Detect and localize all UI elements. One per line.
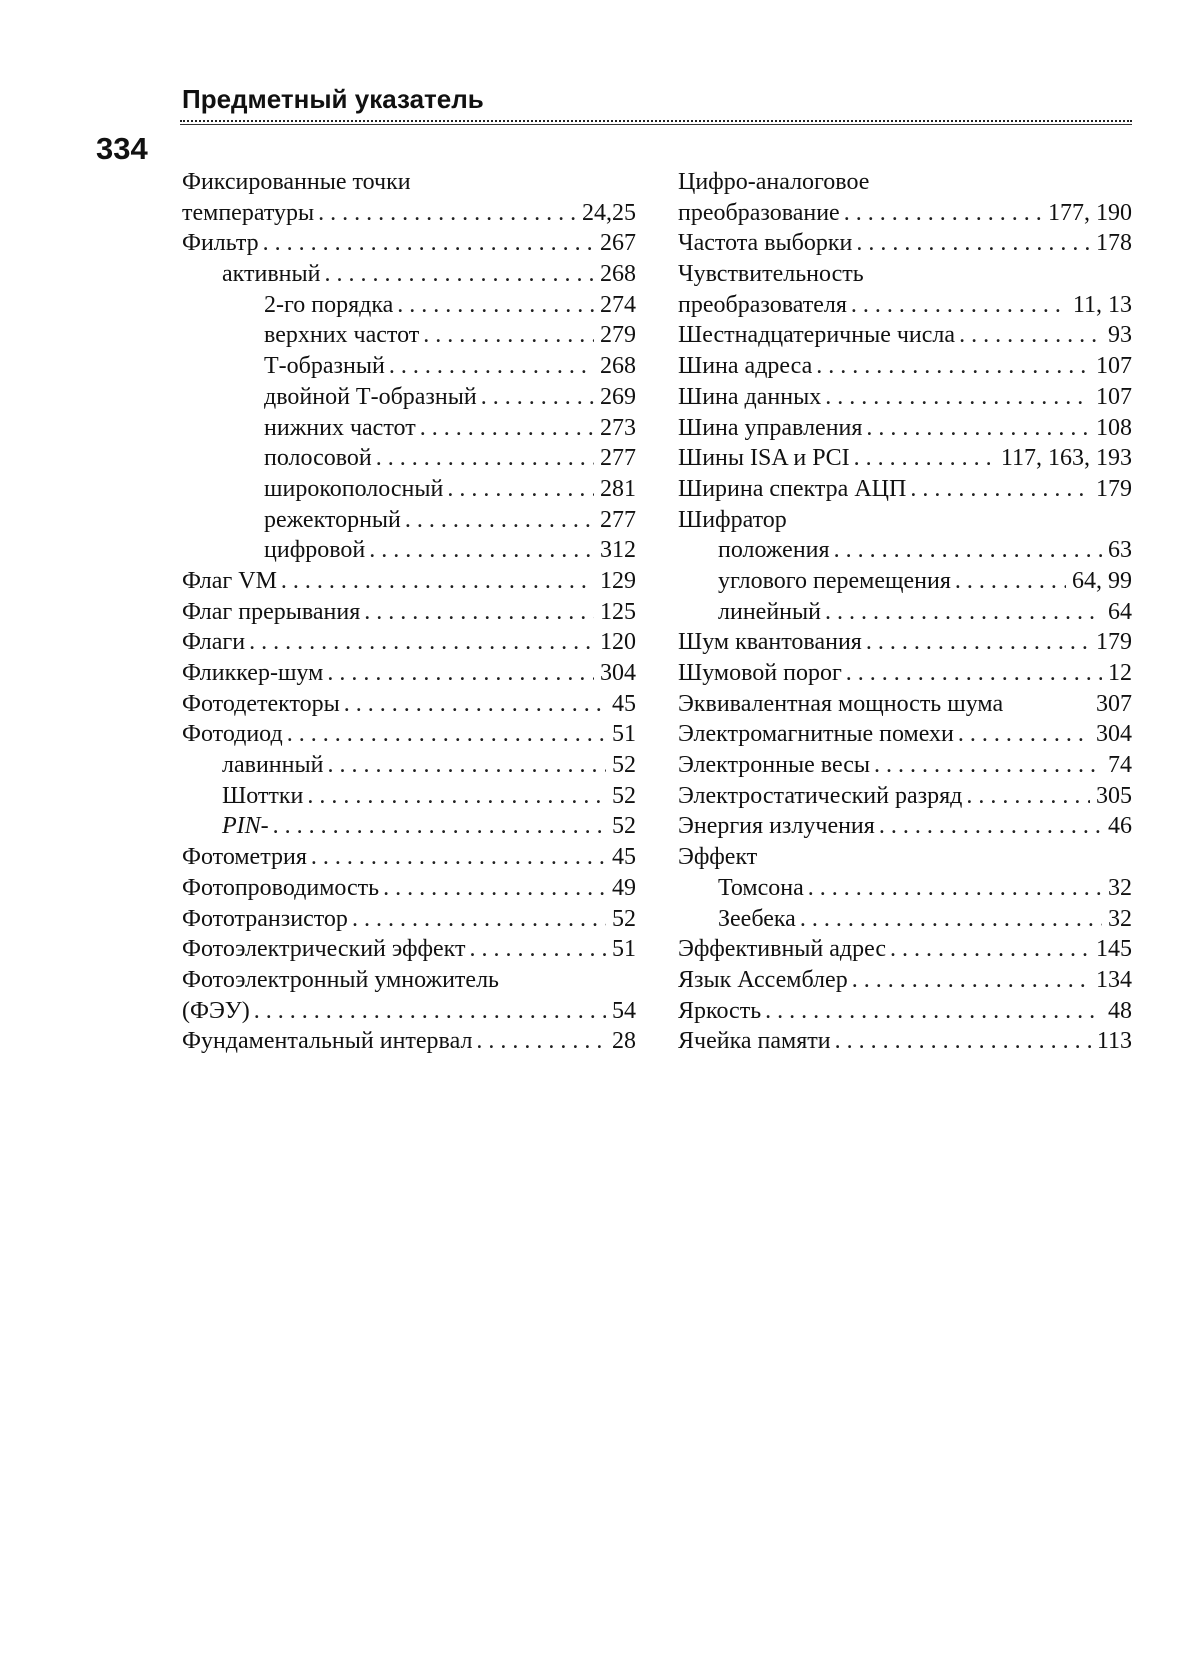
index-entry — [182, 167, 636, 198]
index-page-refs: 52 — [612, 752, 636, 779]
dot-leader — [423, 320, 594, 351]
dot-leader — [879, 811, 1102, 842]
index-page-refs: 129 — [600, 567, 636, 594]
index-term: Зеебека — [718, 905, 796, 932]
index-entry — [678, 750, 1132, 781]
dot-leader — [846, 658, 1102, 689]
index-page-refs: 113 — [1096, 1028, 1132, 1055]
index-term: линейный — [718, 598, 821, 625]
index-page-refs: 274 — [600, 291, 636, 318]
index-term: Фототранзистор — [182, 905, 348, 932]
dot-leader — [352, 904, 606, 935]
dot-leader — [856, 228, 1090, 259]
index-page-refs: 312 — [600, 537, 636, 564]
dot-leader — [281, 566, 594, 597]
index-term: температуры — [182, 199, 315, 226]
index-term: Эффективный адрес — [678, 936, 887, 963]
index-page-refs: 46 — [1108, 813, 1132, 840]
index-page-refs: 93 — [1108, 322, 1132, 349]
index-entry — [182, 750, 636, 781]
page-number: 334 — [96, 131, 148, 166]
index-page-refs: 145 — [1096, 936, 1132, 963]
dot-leader — [851, 290, 1067, 321]
index-page-refs: 268 — [600, 353, 636, 380]
index-page-refs: 179 — [1096, 475, 1132, 502]
dot-leader — [816, 351, 1090, 382]
dot-leader — [476, 1026, 606, 1057]
index-page-refs: 49 — [612, 874, 636, 901]
index-term: Чувствительность — [678, 261, 864, 288]
index-entry — [182, 259, 636, 290]
dot-leader — [966, 781, 1090, 812]
index-term: Фотоэлектронный умножитель — [182, 966, 499, 993]
index-entry — [678, 1026, 1132, 1057]
dot-leader — [825, 597, 1102, 628]
dot-leader — [307, 781, 606, 812]
dot-leader — [890, 934, 1090, 965]
index-entry — [678, 443, 1132, 474]
index-term: Т-образный — [264, 353, 385, 380]
index-term: Ячейка памяти — [678, 1028, 831, 1055]
index-entry — [678, 965, 1132, 996]
index-page-refs: 52 — [612, 905, 636, 932]
index-column-left — [182, 167, 636, 1057]
dot-leader — [327, 750, 606, 781]
index-term: Фиксированные точки — [182, 169, 411, 195]
dot-leader — [852, 965, 1090, 996]
index-term: Фотопроводимость — [182, 874, 380, 901]
index-term: Электростатический разряд — [678, 782, 963, 809]
index-page-refs: 52 — [612, 782, 636, 809]
index-entry — [678, 566, 1132, 597]
index-term: Язык Ассемблер — [678, 966, 848, 993]
index-term: Флаги — [182, 629, 246, 656]
index-page-refs: 107 — [1096, 353, 1132, 380]
index-page-refs: 32 — [1108, 874, 1132, 901]
index-term: Шум квантования — [678, 629, 862, 656]
index-page-refs: 24,25 — [582, 199, 636, 226]
index-term: Энергия излучения — [678, 813, 875, 840]
index-entry — [678, 811, 1132, 842]
dot-leader — [249, 627, 594, 658]
index-term: 2-го порядка — [264, 291, 394, 318]
index-entry — [182, 320, 636, 351]
index-page-refs: 28 — [612, 1028, 636, 1055]
index-entry — [182, 965, 636, 996]
header-solid-rule — [180, 124, 1132, 125]
index-entry — [182, 566, 636, 597]
index-page-refs: 304 — [1096, 721, 1132, 748]
dot-leader — [470, 934, 607, 965]
index-page-refs: 54 — [612, 997, 636, 1024]
dot-leader — [254, 996, 606, 1027]
index-page-refs: 32 — [1108, 905, 1132, 932]
dot-leader — [397, 290, 594, 321]
index-page-refs: 267 — [600, 230, 636, 257]
index-page-refs: 269 — [600, 383, 636, 410]
index-entry — [182, 505, 636, 536]
index-term: Шина адреса — [678, 353, 813, 380]
index-entry — [678, 627, 1132, 658]
dot-leader — [420, 413, 594, 444]
index-page-refs: 64, 99 — [1072, 567, 1132, 594]
dot-leader — [481, 382, 594, 413]
index-entry — [182, 413, 636, 444]
index-term: верхних частот — [264, 322, 420, 349]
index-entry — [678, 198, 1132, 229]
index-term: Цифро-аналоговое — [678, 169, 870, 195]
dot-leader — [866, 627, 1090, 658]
index-term: широкополосный — [264, 475, 444, 502]
index-page-refs: 117, 163, 193 — [1000, 445, 1132, 472]
dot-leader — [910, 474, 1090, 505]
dot-leader — [324, 259, 594, 290]
index-term: Частота выборки — [678, 230, 853, 257]
index-entry — [678, 382, 1132, 413]
index-page-refs: 107 — [1096, 383, 1132, 410]
index-entry — [678, 842, 1132, 873]
index-entry — [678, 228, 1132, 259]
dot-leader — [273, 811, 606, 842]
index-term: преобразование — [678, 199, 840, 226]
index-entry — [182, 351, 636, 382]
index-entry — [678, 873, 1132, 904]
index-term: Томсона — [718, 874, 804, 901]
index-term: лавинный — [222, 752, 324, 779]
index-entry — [182, 290, 636, 321]
index-entry — [678, 474, 1132, 505]
index-entry — [182, 198, 636, 229]
index-page-refs: 11, 13 — [1072, 291, 1132, 318]
index-term: PIN- — [222, 813, 269, 840]
index-entry — [678, 996, 1132, 1027]
index-page-refs: 268 — [600, 261, 636, 288]
index-page-refs: 51 — [612, 721, 636, 748]
index-term: Фундаментальный интервал — [182, 1028, 473, 1055]
index-page-refs: 45 — [612, 844, 636, 871]
dot-leader — [874, 750, 1102, 781]
dot-leader — [311, 842, 606, 873]
index-term: Ширина спектра АЦП — [678, 475, 907, 502]
index-term: Фильтр — [182, 230, 259, 257]
dot-leader — [447, 474, 594, 505]
index-entry — [182, 443, 636, 474]
index-entry — [678, 535, 1132, 566]
index-page-refs: 179 — [1096, 629, 1132, 656]
dot-leader — [800, 904, 1102, 935]
index-term: Эквивалентная мощность шума — [678, 690, 1004, 717]
index-term: Фотоэлектрический эффект — [182, 936, 466, 963]
dot-leader — [955, 566, 1066, 597]
dot-leader — [854, 443, 995, 474]
dot-leader — [287, 719, 606, 750]
index-page-refs: 178 — [1096, 230, 1132, 257]
index-term: полосовой — [264, 445, 372, 472]
index-term: Флаг VM — [182, 567, 277, 594]
index-entry — [182, 689, 636, 720]
index-page-refs: 120 — [600, 629, 636, 656]
index-entry — [678, 597, 1132, 628]
index-page-refs: 64 — [1108, 598, 1132, 625]
index-entry — [678, 259, 1132, 290]
index-term: Шина данных — [678, 383, 822, 410]
index-entry — [182, 627, 636, 658]
index-term: Шина управления — [678, 414, 863, 441]
index-page-refs: 177, 190 — [1048, 199, 1132, 226]
index-entry — [678, 781, 1132, 812]
index-entry — [182, 597, 636, 628]
index-term: Шифратор — [678, 506, 787, 533]
index-entry — [182, 535, 636, 566]
index-term: Фотометрия — [182, 844, 307, 871]
index-term: активный — [222, 261, 321, 288]
index-entry — [182, 904, 636, 935]
dot-leader — [959, 320, 1102, 351]
index-entry — [678, 167, 1132, 198]
index-entry — [182, 382, 636, 413]
dot-leader — [327, 658, 594, 689]
index-entry — [182, 228, 636, 259]
index-page-refs: 134 — [1096, 966, 1132, 993]
index-column-right — [678, 167, 1132, 1057]
index-entry — [182, 934, 636, 965]
index-entry — [678, 904, 1132, 935]
index-page-refs: 277 — [600, 506, 636, 533]
index-entry — [182, 996, 636, 1027]
index-term: Фотодиод — [182, 721, 283, 748]
index-term: углового перемещения — [718, 567, 951, 594]
index-entry — [678, 719, 1132, 750]
index-term: режекторный — [264, 506, 401, 533]
index-page-refs: 108 — [1096, 414, 1132, 441]
index-term: Фликкер-шум — [182, 660, 324, 686]
index-term: Шины ISA и PCI — [678, 445, 850, 472]
index-page-refs: 305 — [1096, 782, 1132, 809]
index-page-refs: 52 — [612, 813, 636, 840]
dot-leader — [825, 382, 1090, 413]
index-entry — [182, 474, 636, 505]
index-page-refs: 51 — [612, 936, 636, 963]
index-term: двойной Т-образный — [264, 383, 477, 410]
index-term: Эффект — [678, 844, 758, 871]
index-entry — [182, 781, 636, 812]
dot-leader — [405, 505, 594, 536]
dot-leader — [364, 597, 594, 628]
index-page-refs: 304 — [600, 660, 636, 686]
dot-leader — [835, 1026, 1091, 1057]
index-entry — [678, 934, 1132, 965]
index-page-refs: 74 — [1108, 752, 1132, 779]
dot-leader — [318, 198, 576, 229]
dot-leader — [958, 719, 1090, 750]
dot-leader — [383, 873, 606, 904]
dot-leader — [844, 198, 1042, 229]
index-page-refs: 12 — [1108, 660, 1132, 686]
index-page-refs: 63 — [1108, 537, 1132, 564]
dot-leader — [765, 996, 1102, 1027]
index-entry — [182, 842, 636, 873]
index-entry — [182, 1026, 636, 1057]
index-entry — [678, 505, 1132, 536]
index-term: преобразователя — [678, 291, 847, 318]
index-term: нижних частот — [264, 414, 416, 441]
index-entry — [182, 719, 636, 750]
dot-leader — [369, 535, 594, 566]
index-page-refs: 277 — [600, 445, 636, 472]
index-page-refs: 307 — [1096, 690, 1132, 717]
index-term: Шестнадцатеричные числа — [678, 322, 956, 349]
dot-leader — [263, 228, 594, 259]
index-term: Шумовой порог — [678, 660, 842, 686]
dot-leader — [866, 413, 1090, 444]
index-term: Электромагнитные помехи — [678, 721, 954, 748]
index-term: Фотодетекторы — [182, 690, 340, 717]
index-page-refs: 279 — [600, 322, 636, 349]
index-entry — [182, 811, 636, 842]
index-entry — [678, 658, 1132, 689]
dot-leader — [808, 873, 1102, 904]
index-page-refs: 125 — [600, 598, 636, 625]
index-term: цифровой — [264, 537, 366, 564]
index-term: Шоттки — [222, 782, 304, 809]
index-term: положения — [718, 537, 830, 564]
index-term: Флаг прерывания — [182, 598, 361, 625]
header-dotted-rule — [180, 120, 1132, 122]
index-page-refs: 273 — [600, 414, 636, 441]
dot-leader — [344, 689, 606, 720]
index-page-refs: 48 — [1108, 997, 1132, 1024]
index-entry — [678, 351, 1132, 382]
index-entry — [678, 320, 1132, 351]
index-entry — [678, 413, 1132, 444]
index-term: Электронные весы — [678, 752, 870, 779]
index-term: Яркость — [678, 997, 762, 1024]
index-entry — [678, 290, 1132, 321]
index-entry — [182, 658, 636, 689]
index-page-refs: 281 — [600, 475, 636, 502]
index-entry — [182, 873, 636, 904]
running-header-title: Предметный указатель — [182, 84, 484, 114]
dot-leader — [376, 443, 594, 474]
index-term: (ФЭУ) — [182, 997, 250, 1024]
dot-leader — [389, 351, 594, 382]
index-page-refs: 45 — [612, 690, 636, 717]
index-entry — [678, 689, 1132, 720]
dot-leader — [834, 535, 1102, 566]
